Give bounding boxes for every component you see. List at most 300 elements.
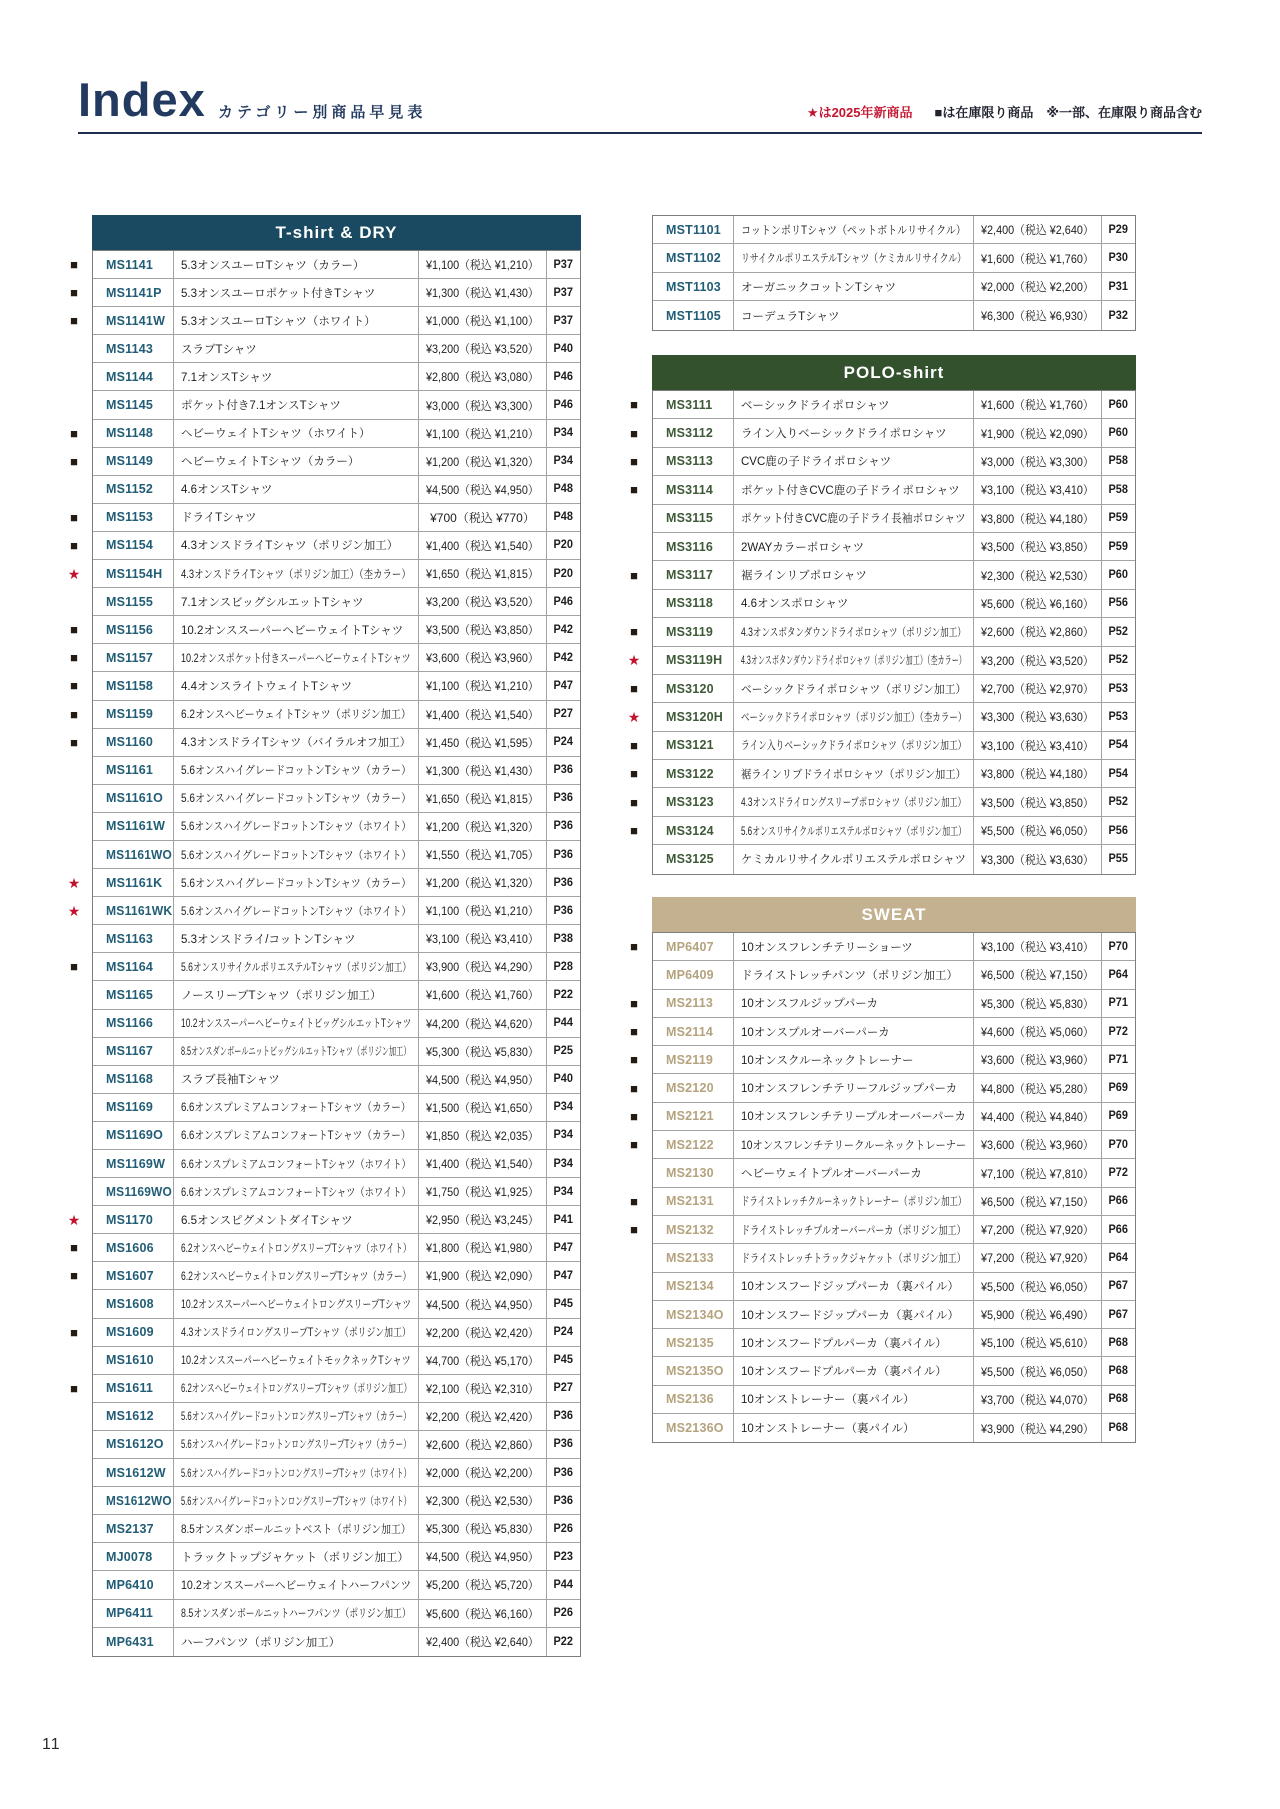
product-page: P60 — [1108, 398, 1129, 411]
product-page: P60 — [1108, 569, 1129, 582]
product-name: リサイクルポリエステルTシャツ（ケミカルリサイクル） — [734, 244, 974, 271]
table-row — [653, 961, 1135, 989]
product-page: P34 — [553, 1101, 574, 1114]
legend-limited-stock: ■は在庫限り商品 ※一部、在庫限り商品含む — [934, 105, 1202, 120]
product-name: ベーシックドライポロシャツ（ポリジン加工）（杢カラー） — [734, 703, 974, 730]
new-product-star-icon: ★ — [67, 874, 81, 891]
table-row — [67, 560, 580, 588]
no-marker — [62, 1543, 86, 1570]
table-row — [70, 953, 580, 981]
product-page: P34 — [553, 455, 574, 468]
product-page: P20 — [553, 567, 574, 580]
table-row — [70, 701, 580, 729]
table-row — [70, 1375, 580, 1403]
no-marker — [62, 925, 86, 952]
table-row — [653, 505, 1135, 533]
limited-stock-square-icon: ■ — [630, 1052, 638, 1068]
table-row — [70, 729, 580, 757]
limited-stock-square-icon: ■ — [70, 678, 78, 694]
table-row — [70, 251, 580, 279]
product-price: ¥4,700（税込 ¥5,170） — [419, 1347, 547, 1374]
product-price: ¥5,500（税込 ¥6,050） — [974, 817, 1102, 844]
product-price: ¥1,100（税込 ¥1,210） — [419, 672, 547, 699]
product-page: P67 — [1108, 1280, 1129, 1293]
limited-stock-square-icon: ■ — [630, 1193, 638, 1209]
product-name: スラブ長袖Tシャツ — [174, 1066, 419, 1093]
product-page: P53 — [1108, 710, 1129, 723]
product-name: 10.2オンススーパーヘビーウェイトハーフパンツ — [174, 1571, 419, 1598]
product-price: ¥1,550（税込 ¥1,705） — [419, 841, 547, 868]
product-code: MS3112 — [653, 419, 734, 446]
no-marker — [622, 533, 646, 560]
product-page: P46 — [553, 370, 574, 383]
product-price: ¥3,200（税込 ¥3,520） — [974, 647, 1102, 674]
product-code: MS2131 — [653, 1188, 734, 1215]
new-product-star-icon: ★ — [627, 652, 641, 669]
product-page: P31 — [1108, 280, 1129, 293]
product-name: 4.3オンスドライロングスリーブポロシャツ（ポリジン加工） — [734, 788, 974, 815]
product-name: 4.3オンスドライTシャツ（バイラルオフ加工） — [174, 729, 419, 756]
product-name: 10オンスクルーネックトレーナー — [734, 1046, 974, 1073]
product-price: ¥5,500（税込 ¥6,050） — [974, 1273, 1102, 1300]
product-code: MS1144 — [93, 363, 174, 390]
product-price: ¥3,300（税込 ¥3,630） — [974, 703, 1102, 730]
product-price: ¥3,000（税込 ¥3,300） — [419, 391, 547, 418]
product-price: ¥1,600（税込 ¥1,760） — [974, 244, 1102, 271]
sweat-table-header: SWEAT — [652, 897, 1136, 932]
table-row — [630, 933, 1135, 961]
limited-stock-square-icon: ■ — [630, 567, 638, 583]
product-price: ¥7,200（税込 ¥7,920） — [974, 1216, 1102, 1243]
table-row — [653, 1329, 1135, 1357]
product-code: MS2130 — [653, 1159, 734, 1186]
product-page: P37 — [553, 314, 574, 327]
product-code: MS1166 — [93, 1010, 174, 1037]
limited-stock-square-icon: ■ — [70, 622, 78, 638]
product-code: MS3116 — [653, 533, 734, 560]
new-product-star-icon: ★ — [67, 565, 81, 582]
product-code: MS1612WO — [93, 1487, 174, 1514]
product-code: MS1141 — [93, 251, 174, 278]
product-price: ¥6,500（税込 ¥7,150） — [974, 1188, 1102, 1215]
table-row — [70, 1319, 580, 1347]
table-row — [630, 732, 1135, 760]
product-code: MST1101 — [653, 216, 734, 243]
product-name: 10オンスフルジップパーカ — [734, 990, 974, 1017]
product-name: 4.3オンスボタンダウンドライポロシャツ（ポリジン加工） — [734, 618, 974, 645]
product-code: MS1610 — [93, 1347, 174, 1374]
product-code: MS1169W — [93, 1150, 174, 1177]
product-code: MS1161 — [93, 757, 174, 784]
limited-stock-square-icon: ■ — [70, 285, 78, 301]
product-price: ¥700（税込 ¥770） — [419, 504, 547, 531]
product-price: ¥3,500（税込 ¥3,850） — [974, 533, 1102, 560]
product-page: P45 — [553, 1298, 574, 1311]
table-row — [93, 813, 580, 841]
product-price: ¥5,500（税込 ¥6,050） — [974, 1357, 1102, 1384]
product-name: スラブTシャツ — [174, 335, 419, 362]
product-page: P24 — [553, 1326, 574, 1339]
product-page: P47 — [553, 1241, 574, 1254]
product-code: MS3117 — [653, 561, 734, 588]
product-price: ¥1,800（税込 ¥1,980） — [419, 1234, 547, 1261]
product-page: P68 — [1108, 1422, 1129, 1435]
no-marker — [62, 1403, 86, 1430]
no-marker — [62, 1459, 86, 1486]
table-row — [70, 616, 580, 644]
product-name: 10オンスフードプルパーカ（裏パイル） — [734, 1329, 974, 1356]
product-price: ¥5,900（税込 ¥6,490） — [974, 1301, 1102, 1328]
product-name: 5.3オンスユーロポケット付きTシャツ — [174, 279, 419, 306]
product-name: ベーシックドライポロシャツ（ポリジン加工） — [734, 675, 974, 702]
product-price: ¥3,200（税込 ¥3,520） — [419, 335, 547, 362]
product-name: 4.3オンスドライTシャツ（ポリジン加工） — [174, 532, 419, 559]
product-name: トラックトップジャケット（ポリジン加工） — [174, 1543, 419, 1570]
product-name: ドライストレッチクルーネックトレーナー（ポリジン加工） — [734, 1188, 974, 1215]
table-row — [653, 244, 1135, 272]
limited-stock-square-icon: ■ — [70, 313, 78, 329]
product-code: MS1169WO — [93, 1178, 174, 1205]
product-price: ¥3,100（税込 ¥3,410） — [974, 476, 1102, 503]
product-name: CVC鹿の子ドライポロシャツ — [734, 448, 974, 475]
product-name: 10オンスフレンチテリーフルジップパーカ — [734, 1074, 974, 1101]
product-page: P36 — [553, 820, 574, 833]
product-name: 4.3オンスボタンダウンドライポロシャツ（ポリジン加工）（杢カラー） — [734, 647, 974, 674]
tshirt-dry-table — [67, 215, 581, 1657]
product-price: ¥1,200（税込 ¥1,320） — [419, 813, 547, 840]
product-name: 10オンスフレンチテリープルオーバーパーカ — [734, 1103, 974, 1130]
product-code: MS1149 — [93, 448, 174, 475]
product-price: ¥1,850（税込 ¥2,035） — [419, 1122, 547, 1149]
product-name: 10オンスフードジップパーカ（裏パイル） — [734, 1301, 974, 1328]
product-name: 4.3オンスドライロングスリーブTシャツ（ポリジン加工） — [174, 1319, 419, 1346]
no-marker — [62, 1290, 86, 1317]
product-price: ¥2,000（税込 ¥2,200） — [974, 273, 1102, 300]
product-price: ¥3,600（税込 ¥3,960） — [974, 1131, 1102, 1158]
table-row — [653, 1273, 1135, 1301]
product-price: ¥2,400（税込 ¥2,640） — [974, 216, 1102, 243]
product-name: ドライストレッチパンツ（ポリジン加工） — [734, 961, 974, 988]
product-name: 6.5オンスピグメントダイTシャツ — [174, 1206, 419, 1233]
product-name: 裾ラインリブドライポロシャツ（ポリジン加工） — [734, 760, 974, 787]
product-name: 5.3オンスユーロTシャツ（カラー） — [174, 251, 419, 278]
product-name: 8.5オンスダンボールニットビッグシルエットTシャツ（ポリジン加工） — [174, 1038, 419, 1065]
no-marker — [62, 1122, 86, 1149]
product-name: ドライストレッチトラックジャケット（ポリジン加工） — [734, 1244, 974, 1271]
product-name: 10オンスフードプルパーカ（裏パイル） — [734, 1357, 974, 1384]
product-price: ¥1,450（税込 ¥1,595） — [419, 729, 547, 756]
product-name: ポケット付きCVC鹿の子ドライポロシャツ — [734, 476, 974, 503]
product-code: MP6411 — [93, 1600, 174, 1627]
no-marker — [62, 1600, 86, 1627]
limited-stock-square-icon: ■ — [630, 453, 638, 469]
product-code: MS1157 — [93, 644, 174, 671]
product-code: MS3121 — [653, 732, 734, 759]
product-code: MS1168 — [93, 1066, 174, 1093]
table-row — [93, 1178, 580, 1206]
product-page: P42 — [553, 651, 574, 664]
product-page: P36 — [553, 792, 574, 805]
product-page: P68 — [1108, 1365, 1129, 1378]
product-code: MS2135 — [653, 1329, 734, 1356]
product-code: MS1611 — [93, 1375, 174, 1402]
product-code: MS1612W — [93, 1459, 174, 1486]
table-row — [630, 1074, 1135, 1102]
sweat-table — [630, 897, 1136, 1443]
product-page: P22 — [553, 1635, 574, 1648]
product-name: 6.6オンスプレミアムコンフォートTシャツ（ホワイト） — [174, 1178, 419, 1205]
table-row — [93, 335, 580, 363]
product-price: ¥5,600（税込 ¥6,160） — [974, 590, 1102, 617]
new-product-star-icon: ★ — [67, 1211, 81, 1228]
table-row — [93, 1347, 580, 1375]
product-page: P27 — [553, 1382, 574, 1395]
table-row — [627, 703, 1135, 731]
product-page: P71 — [1108, 1053, 1129, 1066]
table-row — [67, 1206, 580, 1234]
no-marker — [62, 1094, 86, 1121]
product-page: P70 — [1108, 940, 1129, 953]
page-subtitle: カテゴリー別商品早見表 — [218, 104, 427, 121]
product-page: P30 — [1108, 252, 1129, 265]
product-name: ヘビーウェイトTシャツ（カラー） — [174, 448, 419, 475]
table-row — [93, 841, 580, 869]
product-page: P59 — [1108, 540, 1129, 553]
product-code: MS2122 — [653, 1131, 734, 1158]
sweat-table-body — [630, 932, 1136, 1443]
product-code: MST1103 — [653, 273, 734, 300]
table-row — [67, 897, 580, 925]
product-price: ¥2,600（税込 ¥2,860） — [419, 1431, 547, 1458]
product-price: ¥2,200（税込 ¥2,420） — [419, 1319, 547, 1346]
product-page: P37 — [553, 258, 574, 271]
product-code: MS3123 — [653, 788, 734, 815]
no-marker — [622, 1357, 646, 1384]
product-price: ¥1,100（税込 ¥1,210） — [419, 420, 547, 447]
tshirt-dry-table-header: T-shirt & DRY — [92, 215, 581, 250]
product-price: ¥1,600（税込 ¥1,760） — [974, 391, 1102, 418]
product-name: 5.6オンスハイグレードコットンTシャツ（ホワイト） — [174, 897, 419, 924]
product-price: ¥3,100（税込 ¥3,410） — [419, 925, 547, 952]
product-price: ¥1,200（税込 ¥1,320） — [419, 869, 547, 896]
product-code: MS2114 — [653, 1018, 734, 1045]
limited-stock-square-icon: ■ — [630, 1024, 638, 1040]
product-name: 10.2オンススーパーヘビーウェイトモックネックTシャツ — [174, 1347, 419, 1374]
table-row — [630, 391, 1135, 419]
product-page: P72 — [1108, 1167, 1129, 1180]
product-code: MS2134O — [653, 1301, 734, 1328]
product-price: ¥5,300（税込 ¥5,830） — [974, 990, 1102, 1017]
table-row — [653, 216, 1135, 244]
no-marker — [62, 1347, 86, 1374]
table-row — [630, 1046, 1135, 1074]
table-row — [93, 476, 580, 504]
product-price: ¥1,100（税込 ¥1,210） — [419, 251, 547, 278]
product-code: MS1164 — [93, 953, 174, 980]
product-page: P56 — [1108, 824, 1129, 837]
product-price: ¥2,300（税込 ¥2,530） — [419, 1487, 547, 1514]
product-price: ¥2,400（税込 ¥2,640） — [419, 1628, 547, 1656]
no-marker — [622, 1414, 646, 1442]
product-name: ヘビーウェイトプルオーバーパーカ — [734, 1159, 974, 1186]
product-name: ライン入りベーシックドライポロシャツ（ポリジン加工） — [734, 732, 974, 759]
product-price: ¥3,900（税込 ¥4,290） — [419, 953, 547, 980]
no-marker — [62, 1628, 86, 1656]
limited-stock-square-icon: ■ — [70, 706, 78, 722]
no-marker — [622, 1159, 646, 1186]
product-code: MS3120H — [653, 703, 734, 730]
polo-shirt-table-body — [627, 390, 1136, 875]
product-name: 5.3オンスドライ/コットンTシャツ — [174, 925, 419, 952]
table-row — [93, 1571, 580, 1599]
table-row — [653, 1301, 1135, 1329]
limited-stock-square-icon: ■ — [70, 650, 78, 666]
product-name: 5.3オンスユーロTシャツ（ホワイト） — [174, 307, 419, 334]
product-code: MS3111 — [653, 391, 734, 418]
table-row — [630, 1188, 1135, 1216]
product-name: ハーフパンツ（ポリジン加工） — [174, 1628, 419, 1656]
product-price: ¥1,300（税込 ¥1,430） — [419, 757, 547, 784]
product-code: MST1105 — [653, 301, 734, 329]
product-price: ¥5,300（税込 ¥5,830） — [419, 1038, 547, 1065]
table-row — [653, 301, 1135, 329]
product-page: P52 — [1108, 654, 1129, 667]
product-name: 4.4オンスライトウェイトTシャツ — [174, 672, 419, 699]
limited-stock-square-icon: ■ — [630, 939, 638, 955]
product-name: 6.6オンスプレミアムコンフォートTシャツ（カラー） — [174, 1094, 419, 1121]
product-page: P41 — [553, 1213, 574, 1226]
product-name: 5.6オンスハイグレードコットンTシャツ（カラー） — [174, 869, 419, 896]
table-row — [630, 476, 1135, 504]
table-row — [93, 363, 580, 391]
no-marker — [622, 1273, 646, 1300]
product-name: 6.2オンスヘビーウェイトロングスリーブTシャツ（ホワイト） — [174, 1234, 419, 1261]
product-price: ¥1,400（税込 ¥1,540） — [419, 1150, 547, 1177]
product-price: ¥3,200（税込 ¥3,520） — [419, 588, 547, 615]
limited-stock-square-icon: ■ — [70, 734, 78, 750]
product-code: MS3118 — [653, 590, 734, 617]
product-page: P36 — [553, 904, 574, 917]
product-code: MP6410 — [93, 1571, 174, 1598]
table-row — [93, 981, 580, 1009]
no-marker — [62, 1515, 86, 1542]
table-row — [630, 1131, 1135, 1159]
product-code: MS3124 — [653, 817, 734, 844]
product-page: P36 — [553, 1438, 574, 1451]
product-name: 4.3オンスドライTシャツ（ポリジン加工）（杢カラー） — [174, 560, 419, 587]
product-price: ¥2,950（税込 ¥3,245） — [419, 1206, 547, 1233]
product-name: ケミカルリサイクルポリエステルポロシャツ — [734, 845, 974, 873]
product-page: P68 — [1108, 1336, 1129, 1349]
product-name: 10オンスフードジップパーカ（裏パイル） — [734, 1273, 974, 1300]
no-marker — [622, 273, 646, 300]
product-code: MS1153 — [93, 504, 174, 531]
product-name: ノースリーブTシャツ（ポリジン加工） — [174, 981, 419, 1008]
product-name: 5.6オンスハイグレードコットンTシャツ（カラー） — [174, 757, 419, 784]
limited-stock-square-icon: ■ — [630, 766, 638, 782]
product-price: ¥3,700（税込 ¥4,070） — [974, 1386, 1102, 1413]
product-name: 8.5オンスダンボールニットベスト（ポリジン加工） — [174, 1515, 419, 1542]
no-marker — [622, 244, 646, 271]
product-price: ¥6,300（税込 ¥6,930） — [974, 301, 1102, 329]
table-row — [70, 420, 580, 448]
product-name: 10オンストレーナー（裏パイル） — [734, 1386, 974, 1413]
product-price: ¥4,600（税込 ¥5,060） — [974, 1018, 1102, 1045]
limited-stock-square-icon: ■ — [70, 1380, 78, 1396]
table-row — [93, 925, 580, 953]
product-page: P46 — [553, 595, 574, 608]
product-page: P47 — [553, 679, 574, 692]
no-marker — [62, 1150, 86, 1177]
product-name: 裾ラインリブポロシャツ — [734, 561, 974, 588]
product-price: ¥5,100（税込 ¥5,610） — [974, 1329, 1102, 1356]
limited-stock-square-icon: ■ — [70, 257, 78, 273]
table-row — [93, 1403, 580, 1431]
no-marker — [62, 813, 86, 840]
product-name: 6.2オンスヘビーウェイトロングスリーブTシャツ（ポリジン加工） — [174, 1375, 419, 1402]
product-price: ¥2,300（税込 ¥2,530） — [974, 561, 1102, 588]
product-page: P37 — [553, 286, 574, 299]
table-row — [653, 273, 1135, 301]
table-row — [93, 1431, 580, 1459]
limited-stock-square-icon: ■ — [630, 823, 638, 839]
product-page: P72 — [1108, 1025, 1129, 1038]
table-row — [70, 644, 580, 672]
table-row — [93, 588, 580, 616]
product-price: ¥3,500（税込 ¥3,850） — [974, 788, 1102, 815]
product-code: MS1160 — [93, 729, 174, 756]
product-page: P34 — [553, 427, 574, 440]
table-row — [93, 1600, 580, 1628]
product-code: MS1163 — [93, 925, 174, 952]
product-code: MS1169O — [93, 1122, 174, 1149]
product-code: MS2132 — [653, 1216, 734, 1243]
product-price: ¥7,200（税込 ¥7,920） — [974, 1244, 1102, 1271]
product-name: 2WAYカラーポロシャツ — [734, 533, 974, 560]
product-name: 10.2オンススーパーヘビーウェイトTシャツ — [174, 616, 419, 643]
product-code: MS2134 — [653, 1273, 734, 1300]
legend-new-products: ★は2025年新商品 — [806, 105, 913, 120]
product-price: ¥1,000（税込 ¥1,100） — [419, 307, 547, 334]
product-page: P64 — [1108, 1251, 1129, 1264]
product-code: MS1152 — [93, 476, 174, 503]
product-page: P60 — [1108, 427, 1129, 440]
product-price: ¥1,400（税込 ¥1,540） — [419, 532, 547, 559]
product-code: MS1607 — [93, 1262, 174, 1289]
limited-stock-square-icon: ■ — [630, 1222, 638, 1238]
product-name: 5.6オンスリサイクルポリエステルポロシャツ（ポリジン加工） — [734, 817, 974, 844]
product-name: 6.2オンスヘビーウェイトTシャツ（ポリジン加工） — [174, 701, 419, 728]
product-page: P54 — [1108, 767, 1129, 780]
product-price: ¥2,100（税込 ¥2,310） — [419, 1375, 547, 1402]
product-page: P54 — [1108, 739, 1129, 752]
table-row — [70, 672, 580, 700]
product-page: P68 — [1108, 1393, 1129, 1406]
no-marker — [622, 505, 646, 532]
product-name: ドライTシャツ — [174, 504, 419, 531]
no-marker — [622, 1329, 646, 1356]
product-name: 6.2オンスヘビーウェイトロングスリーブTシャツ（カラー） — [174, 1262, 419, 1289]
product-name: 10.2オンススーパーヘビーウェイトビッグシルエットTシャツ — [174, 1010, 419, 1037]
product-price: ¥1,500（税込 ¥1,650） — [419, 1094, 547, 1121]
product-page: P38 — [553, 932, 574, 945]
no-marker — [62, 757, 86, 784]
product-page: P53 — [1108, 682, 1129, 695]
product-price: ¥4,500（税込 ¥4,950） — [419, 1290, 547, 1317]
product-page: P44 — [553, 1017, 574, 1030]
product-name: ドライストレッチプルオーバーパーカ（ポリジン加工） — [734, 1216, 974, 1243]
table-row — [653, 1357, 1135, 1385]
